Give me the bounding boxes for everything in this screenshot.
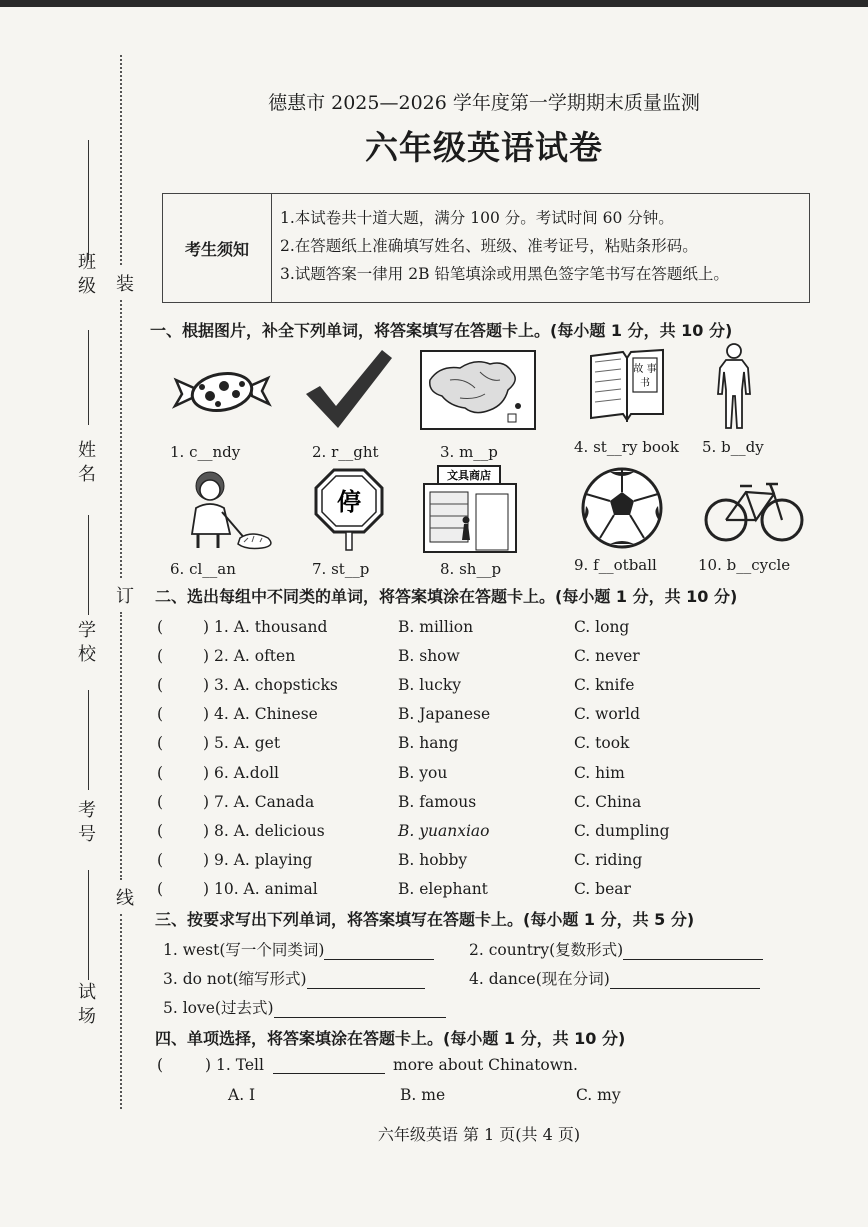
option-a: ) 10. A. animal — [203, 879, 318, 898]
word-item-10: 10. b__cycle — [698, 556, 791, 574]
shop-sign-text: 文具商店 — [447, 469, 491, 482]
option-a: ) 4. A. Chinese — [203, 705, 318, 724]
map-picture — [420, 350, 536, 430]
answer-blank[interactable] — [324, 959, 434, 960]
mc-option-a: A. I — [228, 1086, 256, 1104]
answer-paren[interactable]: ( — [157, 792, 164, 811]
answer-paren[interactable]: ( — [157, 705, 164, 724]
option-c: C. China — [574, 792, 642, 811]
book-cover-text-2: 书 — [640, 378, 650, 389]
answer-paren[interactable]: ( — [157, 879, 164, 898]
choice-row — [157, 851, 797, 871]
book-cover-text-1: 故 事 — [633, 364, 657, 375]
word-item-8: 8. sh__p — [440, 560, 502, 578]
notice-box — [162, 193, 810, 303]
section3-title: 三、按要求写出下列单词，将答案填写在答题卡上。(每小题 1 分，共 5 分) — [155, 910, 695, 929]
fill-item-2 — [469, 938, 763, 960]
answer-blank[interactable] — [274, 1017, 446, 1018]
mc-option-b: B. me — [400, 1086, 446, 1104]
option-c: C. dumpling — [574, 821, 670, 840]
mc-question-1-stem: ) 1. Tell — [205, 1056, 264, 1074]
option-c: C. long — [574, 618, 630, 636]
option-b: B. famous — [398, 792, 477, 811]
fill-item-5 — [163, 996, 446, 1018]
football-picture — [580, 466, 664, 550]
option-b: B. elephant — [398, 879, 488, 898]
option-b: B. hang — [398, 734, 459, 753]
option-a: ) 5. A. get — [203, 734, 281, 753]
fill-item-3-text: 3. do not(缩写形式) — [163, 970, 307, 988]
name-label: 姓名 — [75, 440, 96, 488]
candy-picture — [172, 358, 272, 426]
notice-heading: 考生须知 — [163, 194, 272, 302]
choice-row — [157, 676, 797, 696]
option-a: ) 1. A. thousand — [203, 618, 328, 636]
exam-title: 六年级英语试卷 — [365, 128, 603, 167]
exam-number-label: 考号 — [75, 800, 96, 848]
exam-room-label: 试场 — [75, 982, 96, 1030]
option-b: B. lucky — [398, 676, 462, 695]
option-a: ) 7. A. Canada — [203, 792, 315, 811]
answer-paren[interactable]: ( — [157, 647, 164, 666]
binding-char-ding: 订 — [116, 586, 134, 607]
choice-row — [157, 734, 797, 754]
fill-item-2-text: 2. country(复数形式) — [469, 941, 624, 959]
mc-option-c: C. my — [576, 1086, 621, 1104]
notice-line: 3.试题答案一律用 2B 铅笔填涂或用黑色签字笔书写在答题纸上。 — [280, 265, 729, 283]
fill-item-4-text: 4. dance(现在分词) — [469, 970, 610, 988]
mc-question-1 — [157, 1056, 797, 1076]
option-b: B. yuanxiao — [398, 821, 490, 840]
option-c: C. never — [574, 647, 640, 666]
answer-blank[interactable] — [623, 959, 763, 960]
exam-subtitle: 德惠市 2025—2026 学年度第一学期期末质量监测 — [268, 92, 700, 114]
fill-item-1-text: 1. west(写一个同类词) — [163, 941, 325, 959]
option-a: ) 3. A. chopsticks — [203, 676, 338, 695]
option-c: C. him — [574, 763, 625, 782]
choice-row — [157, 618, 797, 638]
binding-char-zhuang: 装 — [116, 274, 134, 295]
word-item-9: 9. f__otball — [574, 556, 657, 574]
option-a: ) 9. A. playing — [203, 850, 313, 869]
option-b: B. show — [398, 647, 460, 666]
choice-row — [157, 764, 797, 784]
word-item-4: 4. st__ry book — [574, 438, 679, 456]
choice-row — [157, 880, 797, 900]
option-b: B. you — [398, 763, 448, 782]
class-label: 班级 — [75, 252, 96, 300]
option-c: C. riding — [574, 850, 643, 869]
stop-sign-picture — [314, 468, 384, 552]
story-book-picture — [587, 348, 667, 422]
notice-line: 2.在答题纸上准确填写姓名、班级、准考证号，粘贴条形码。 — [280, 237, 698, 255]
option-b: B. million — [398, 618, 474, 636]
checkmark-picture — [302, 346, 394, 430]
answer-paren[interactable]: ( — [157, 1056, 164, 1074]
answer-blank[interactable] — [273, 1056, 385, 1074]
choice-row — [157, 793, 797, 813]
option-b: B. Japanese — [398, 705, 491, 724]
fill-item-1 — [163, 938, 434, 960]
mc-question-1-tail: more about Chinatown. — [393, 1056, 578, 1074]
answer-paren[interactable]: ( — [157, 618, 164, 636]
answer-paren[interactable]: ( — [157, 821, 164, 840]
stop-sign-char: 停 — [337, 488, 361, 516]
answer-paren[interactable]: ( — [157, 676, 164, 695]
shop-picture — [420, 464, 520, 554]
page-footer: 六年级英语 第 1 页(共 4 页) — [377, 1125, 581, 1144]
option-a: ) 2. A. often — [203, 647, 296, 666]
binding-line — [120, 914, 122, 1109]
choice-row — [157, 822, 797, 842]
fill-item-4 — [469, 967, 760, 989]
option-c: C. bear — [574, 879, 631, 898]
section2-title: 二、选出每组中不同类的单词，将答案填涂在答题卡上。(每小题 1 分，共 10 分) — [155, 587, 738, 606]
fill-item-5-text: 5. love(过去式) — [163, 999, 274, 1017]
answer-paren[interactable]: ( — [157, 763, 164, 782]
word-item-3: 3. m__p — [440, 443, 498, 461]
option-a: ) 8. A. delicious — [203, 821, 325, 840]
fill-item-3 — [163, 967, 425, 989]
section4-title: 四、单项选择，将答案填涂在答题卡上。(每小题 1 分，共 10 分) — [155, 1029, 626, 1048]
option-c: C. took — [574, 734, 630, 753]
answer-blank[interactable] — [610, 988, 760, 989]
option-a: ) 6. A.doll — [203, 763, 279, 782]
option-c: C. world — [574, 705, 641, 724]
section1-title: 一、根据图片，补全下列单词，将答案填写在答题卡上。(每小题 1 分，共 10 分) — [150, 321, 733, 340]
option-b: B. hobby — [398, 850, 468, 869]
bicycle-picture — [704, 474, 804, 546]
answer-blank[interactable] — [307, 988, 425, 989]
notice-line: 1.本试卷共十道大题，满分 100 分。考试时间 60 分钟。 — [280, 209, 674, 227]
word-item-1: 1. c__ndy — [170, 443, 241, 461]
option-c: C. knife — [574, 676, 635, 695]
word-item-5: 5. b__dy — [702, 438, 764, 456]
binding-char-xian: 线 — [116, 888, 134, 909]
word-item-2: 2. r__ght — [312, 443, 379, 461]
binding-line — [120, 300, 122, 578]
answer-paren[interactable]: ( — [157, 850, 164, 869]
body-picture — [712, 342, 756, 432]
choice-row — [157, 705, 797, 725]
answer-paren[interactable]: ( — [157, 734, 164, 753]
girl-cleaning-picture — [182, 468, 278, 554]
choice-row — [157, 647, 797, 667]
word-item-7: 7. st__p — [312, 560, 370, 578]
school-label: 学校 — [75, 620, 96, 668]
word-item-6: 6. cl__an — [170, 560, 236, 578]
binding-line — [120, 612, 122, 880]
top-edge — [0, 0, 868, 7]
